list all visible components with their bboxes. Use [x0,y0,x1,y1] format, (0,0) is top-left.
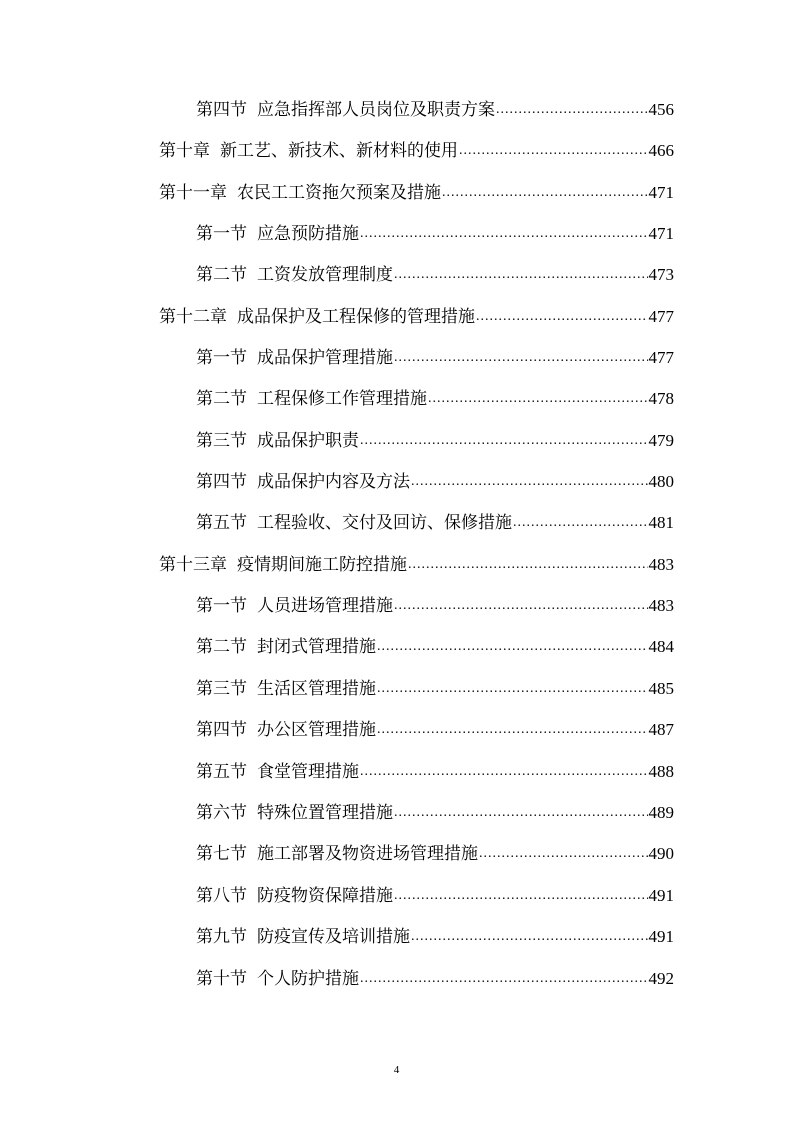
dot-leader [411,922,648,952]
toc-entry[interactable] [0,550,674,580]
toc-entry-title: 办公区管理措施 [257,720,376,740]
toc-entry-prefix: 第三节 [196,679,247,699]
toc-entry-page: 492 [648,969,674,988]
toc-entry-prefix: 第七节 [196,844,247,864]
toc-entry-title: 防疫宣传及培训措施 [257,927,410,947]
toc-entry-page: 483 [648,596,674,615]
dot-leader [428,384,648,414]
toc-entry-page: 484 [648,637,674,656]
toc-entry-title: 成品保护管理措施 [257,348,393,368]
dot-leader [377,674,648,704]
toc-entry-page: 489 [648,803,674,822]
dot-leader [513,508,648,538]
toc-entry[interactable] [0,302,674,332]
toc-entry-title: 应急指挥部人员岗位及职责方案 [257,100,495,120]
toc-entry-title: 农民工工资拖欠预案及措施 [237,183,441,203]
toc-entry-prefix: 第十三章 [159,555,227,575]
toc-entry[interactable] [0,715,674,745]
dot-leader [360,426,648,456]
dot-leader [394,343,648,373]
dot-leader [408,550,648,580]
dot-leader [442,178,648,208]
toc-entry[interactable] [0,260,674,290]
toc-entry-page: 485 [648,679,674,698]
toc-entry-prefix: 第六节 [196,803,247,823]
toc-entry-prefix: 第四节 [196,472,247,492]
toc-entry-page: 477 [648,348,674,367]
toc-entry[interactable] [0,964,674,994]
dot-leader [394,881,648,911]
toc-entry[interactable] [0,798,674,828]
toc-entry-page: 471 [648,224,674,243]
toc-entry[interactable] [0,178,674,208]
toc-entry-title: 生活区管理措施 [257,679,376,699]
toc-entry-page: 466 [648,141,674,160]
dot-leader [479,839,648,869]
toc-entry-prefix: 第四节 [196,100,247,120]
toc-entry[interactable] [0,426,674,456]
toc-entry-page: 473 [648,265,674,284]
toc-entry-title: 应急预防措施 [257,224,359,244]
dot-leader [360,964,648,994]
toc-entry-page: 481 [648,513,674,532]
toc-entry-prefix: 第五节 [196,513,247,533]
dot-leader [459,136,648,166]
toc-entry[interactable] [0,922,674,952]
toc-entry-prefix: 第十一章 [159,183,227,203]
dot-leader [476,302,648,332]
toc-entry-page: 483 [648,555,674,574]
toc-entry[interactable] [0,384,674,414]
dot-leader [411,467,648,497]
toc-entry[interactable] [0,881,674,911]
toc-entry-title: 工程验收、交付及回访、保修措施 [257,513,512,533]
toc-entry[interactable] [0,136,674,166]
toc-entry[interactable] [0,219,674,249]
toc-entry-title: 成品保护职责 [257,431,359,451]
dot-leader [394,591,648,621]
toc-entry-title: 疫情期间施工防控措施 [237,555,407,575]
toc-entry-title: 工程保修工作管理措施 [257,389,427,409]
toc-entry-page: 488 [648,762,674,781]
toc-entry[interactable] [0,508,674,538]
toc-entry-page: 480 [648,472,674,491]
toc-entry-title: 成品保护及工程保修的管理措施 [237,307,475,327]
toc-entry-prefix: 第十节 [196,969,247,989]
toc-entry-prefix: 第二节 [196,265,247,285]
toc-entry-title: 个人防护措施 [257,969,359,989]
toc-entry-page: 491 [648,886,674,905]
toc-entry-title: 食堂管理措施 [257,762,359,782]
toc-entry-prefix: 第九节 [196,927,247,947]
toc-entry-title: 成品保护内容及方法 [257,472,410,492]
dot-leader [377,715,648,745]
toc-entry[interactable] [0,839,674,869]
toc-entry-prefix: 第一节 [196,596,247,616]
toc-entry-prefix: 第二节 [196,637,247,657]
toc-entry-title: 新工艺、新技术、新材料的使用 [220,141,458,161]
toc-entry-page: 471 [648,183,674,202]
toc-entry-prefix: 第一节 [196,224,247,244]
toc-entry-prefix: 第五节 [196,762,247,782]
toc-entry-prefix: 第一节 [196,348,247,368]
toc-entry-prefix: 第十二章 [159,307,227,327]
dot-leader [360,219,648,249]
toc-entry-page: 479 [648,431,674,450]
toc-entry-title: 防疫物资保障措施 [257,886,393,906]
toc-entry-page: 477 [648,307,674,326]
toc-entry-title: 封闭式管理措施 [257,637,376,657]
toc-entry-prefix: 第四节 [196,720,247,740]
toc-entry-title: 施工部署及物资进场管理措施 [257,844,478,864]
toc-entry-prefix: 第八节 [196,886,247,906]
toc-entry[interactable] [0,343,674,373]
toc-entry-prefix: 第十章 [159,141,210,161]
toc-entry[interactable] [0,591,674,621]
toc-entry-page: 487 [648,720,674,739]
toc-entry[interactable] [0,632,674,662]
toc-entry-page: 478 [648,389,674,408]
dot-leader [360,757,648,787]
toc-entry-page: 490 [648,844,674,863]
toc-entry[interactable] [0,757,674,787]
dot-leader [496,95,648,125]
dot-leader [377,632,648,662]
toc-entry[interactable] [0,95,674,125]
page-number: 4 [393,1064,400,1076]
toc-entry[interactable] [0,674,674,704]
toc-entry-page: 491 [648,927,674,946]
toc-entry[interactable] [0,467,674,497]
toc-entry-prefix: 第二节 [196,389,247,409]
toc-entry-title: 工资发放管理制度 [257,265,393,285]
toc-entry-title: 人员进场管理措施 [257,596,393,616]
toc-entry-title: 特殊位置管理措施 [257,803,393,823]
toc-entry-page: 456 [648,100,674,119]
toc-entry-prefix: 第三节 [196,431,247,451]
dot-leader [394,260,648,290]
dot-leader [394,798,648,828]
